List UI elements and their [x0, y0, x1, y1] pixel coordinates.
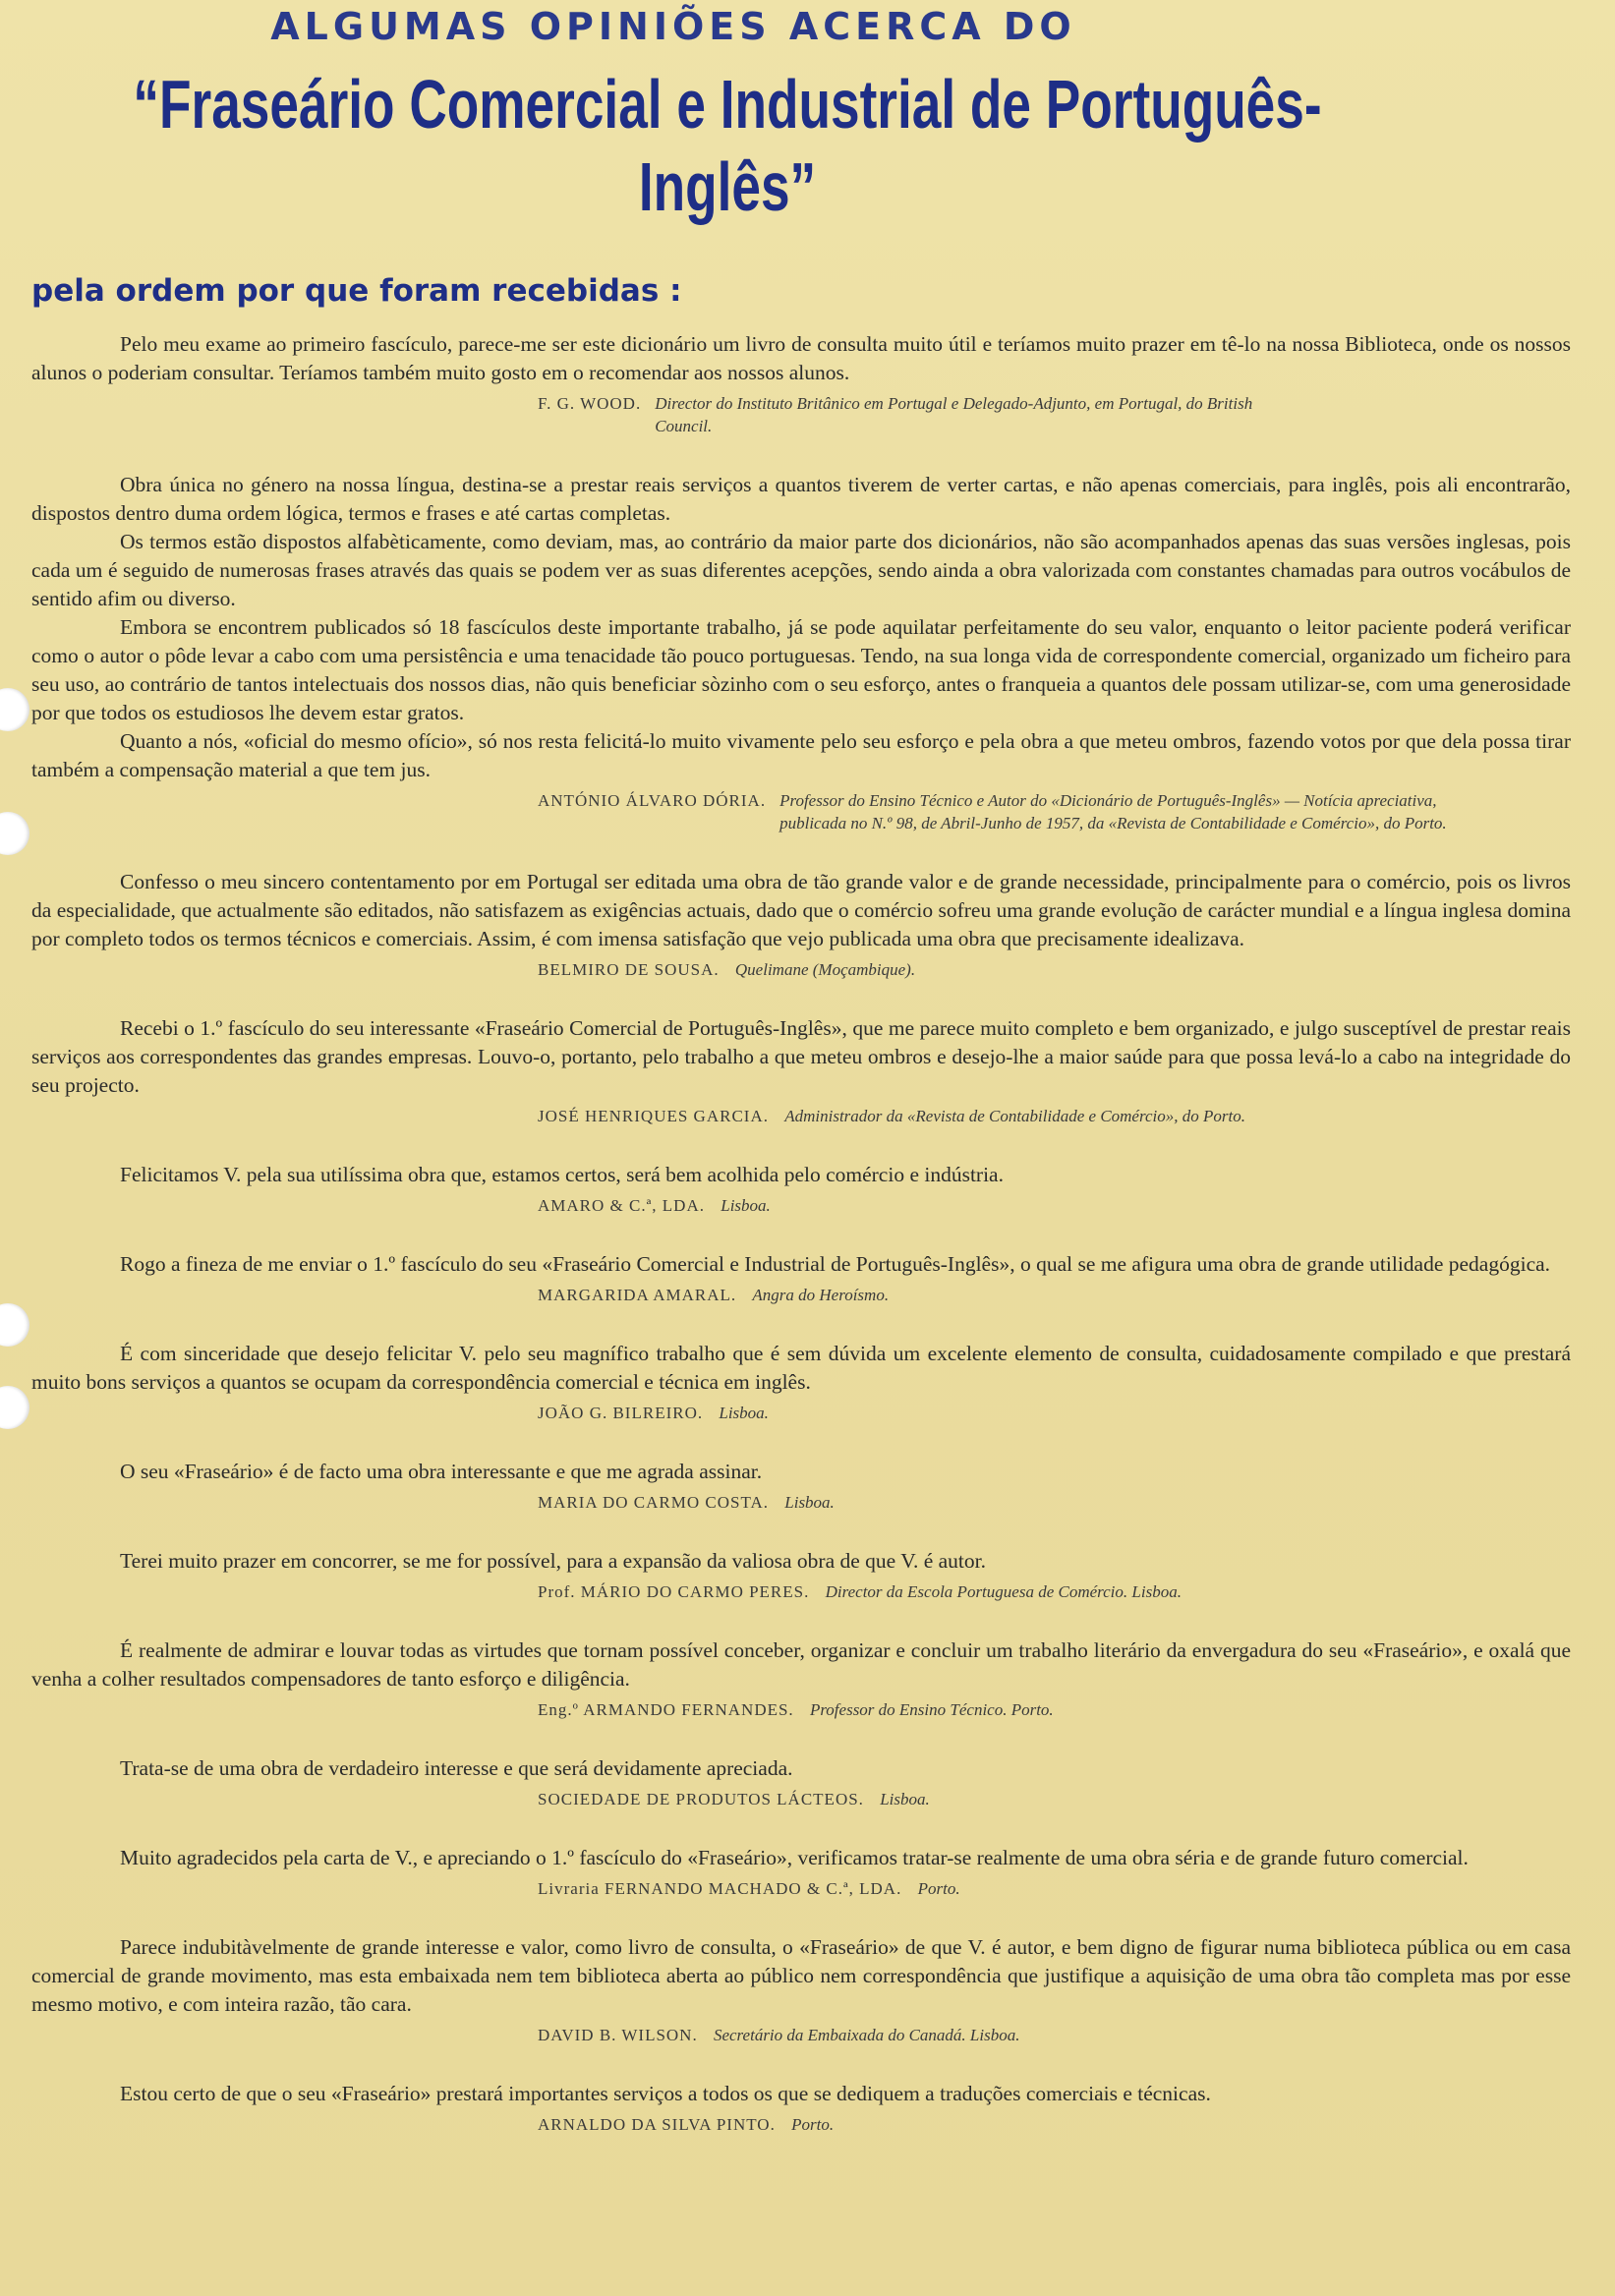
punch-hole [0, 1386, 29, 1429]
signature [31, 392, 1571, 437]
author-info: Porto. [917, 1879, 960, 1898]
opinion-text: Trata-se de uma obra de verdadeiro interesse e que será devidamente apreciada. [120, 1756, 793, 1780]
punch-hole [0, 1303, 29, 1347]
opinions-list [31, 330, 1571, 2136]
opinion-text: O seu «Fraseário» é de facto uma obra interessante e que me agrada assinar. [120, 1460, 763, 1483]
opinion [31, 1340, 1571, 1424]
opinion-text: Os termos estão dispostos alfabèticamente, como deviam, mas, ao contrário da maior parte dos dicionários, não são acompanhados apenas das suas versões inglesas, pois cada um é seguido de numerosas frases através das quais se podem ver as suas diferentes acepções, sendo ainda a obra valorizada com constantes chamadas para outros vocábulos de sentido afim ou diverso. [31, 530, 1571, 610]
author-info: Quelimane (Moçambique). [734, 960, 916, 979]
author-name: ARNALDO DA SILVA PINTO. [538, 2115, 776, 2134]
author-name: SOCIEDADE DE PRODUTOS LÁCTEOS. [538, 1790, 864, 1808]
author-info: Porto. [791, 2115, 835, 2134]
opinion [31, 1547, 1571, 1603]
author-name: MARIA DO CARMO COSTA. [538, 1493, 770, 1512]
opinion [31, 2080, 1571, 2136]
opinion [31, 868, 1571, 981]
author-name: Prof. MÁRIO DO CARMO PERES. [538, 1582, 810, 1601]
opinion [31, 330, 1571, 437]
author-info: Director da Escola Portuguesa de Comércio. Lisboa. [825, 1582, 1182, 1601]
opinion-text: Embora se encontrem publicados só 18 fascículos deste importante trabalho, já se pode aquilatar perfeitamente do seu valor, enquanto o leitor paciente poderá verificar como o autor o pôde levar a cabo com uma persistência e uma tenacidade tão pouco portuguesas. Tendo, na sua longa vida de correspondente comercial, organizado um ficheiro para seu uso, ao contrário de tantos intelectuais dos nossos dias, não quis beneficiar sòzinho com o seu esforço, antes o franqueia a quantos dele possam utilizar-se, com uma generosidade por que todos os estudiosos lhe devem estar gratos. [31, 615, 1571, 724]
author-name: AMARO & C.ª, LDA. [538, 1196, 705, 1215]
punch-hole [0, 812, 29, 855]
signature [31, 1491, 1571, 1514]
opinion [31, 1636, 1571, 1721]
opinion [31, 1754, 1571, 1810]
author-name: JOSÉ HENRIQUES GARCIA. [538, 1107, 769, 1125]
signature [31, 1402, 1571, 1424]
opinion [31, 1933, 1571, 2046]
opinion-text: Felicitamos V. pela sua utilíssima obra que, estamos certos, será bem acolhida pelo comércio e indústria. [120, 1163, 1004, 1186]
opinion-text: Recebi o 1.º fascículo do seu interessante «Fraseário Comercial de Português-Inglês», que me parece muito completo e bem organizado, e julgo susceptível de prestar reais serviços aos correspondentes das grandes empresas. Louvo-o, portanto, pelo trabalho a que meteu ombros e desejo-lhe a maior saúde para que possa levá-lo a cabo na integridade do seu projecto. [31, 1016, 1571, 1097]
signature [31, 1877, 1571, 1900]
opinion-text: Confesso o meu sincero contentamento por em Portugal ser editada uma obra de tão grande valor e de grande necessidade, principalmente para o comércio, pois os livros da especialidade, que actualmente são editados, não satisfazem as exigências actuais, dado que o comércio sofreu uma grande evolução de carácter mundial e a língua inglesa domina por completo todos os termos técnicos e comerciais. Assim, é com imensa satisfação que vejo publicada uma obra que precisamente idealizava. [31, 870, 1571, 950]
opinion [31, 1161, 1571, 1217]
opinion-text: Terei muito prazer em concorrer, se me for possível, para a expansão da valiosa obra de que V. é autor. [120, 1549, 986, 1573]
author-name: F. G. WOOD. [538, 394, 642, 413]
author-name: MARGARIDA AMARAL. [538, 1286, 737, 1304]
opinion [31, 1458, 1571, 1514]
author-info: Professor do Ensino Técnico. Porto. [809, 1700, 1054, 1719]
opinion-text: Parece indubitàvelmente de grande interesse e valor, como livro de consulta, o «Fraseário» de que V. é autor, e bem digno de figurar numa biblioteca pública ou em casa comercial de grande movimento, mas esta embaixada nem tem biblioteca aberta ao público nem correspondência que justifique a aquisição de uma obra tão completa mas por esse mesmo motivo, e com inteira razão, tão cara. [31, 1935, 1571, 2016]
author-info: Secretário da Embaixada do Canadá. Lisboa. [713, 2026, 1020, 2044]
opinion [31, 471, 1571, 834]
opinion-text: Pelo meu exame ao primeiro fascículo, parece-me ser este dicionário um livro de consulta muito útil e teríamos muito prazer em tê-lo na nossa Biblioteca, onde os nossos alunos o poderiam consultar. Teríamos também muito gosto em o recomendar aos nossos alunos. [31, 332, 1571, 384]
signature [31, 1194, 1571, 1217]
opinion-text: Obra única no género na nossa língua, destina-se a prestar reais serviços a quantos tiverem de verter cartas, e não apenas comerciais, para inglês, pois ali encontrarão, dispostos dentro duma ordem lógica, termos e frases e até cartas completas. [31, 473, 1571, 525]
author-info: Administrador da «Revista de Contabilidade e Comércio», do Porto. [784, 1107, 1245, 1125]
opinion-text: Estou certo de que o seu «Fraseário» prestará importantes serviços a todos os que se dediquem a traduções comerciais e técnicas. [120, 2082, 1211, 2105]
signature [31, 1580, 1571, 1603]
opinion-text: Rogo a fineza de me enviar o 1.º fascículo do seu «Fraseário Comercial e Industrial de Português-Inglês», o qual se me afigura uma obra de grande utilidade pedagógica. [120, 1252, 1551, 1276]
author-info: Lisboa. [721, 1196, 771, 1215]
signature [31, 2024, 1571, 2046]
author-name: Livraria FERNANDO MACHADO & C.ª, LDA. [538, 1879, 902, 1898]
author-name: JOÃO G. BILREIRO. [538, 1404, 704, 1422]
signature [31, 1698, 1571, 1721]
opinion-text: Muito agradecidos pela carta de V., e apreciando o 1.º fascículo do «Fraseário», verificamos tratar-se realmente de uma obra séria e de grande futuro comercial. [120, 1846, 1469, 1869]
opinion [31, 1014, 1571, 1127]
author-name: DAVID B. WILSON. [538, 2026, 698, 2044]
opinion [31, 1844, 1571, 1900]
opinion [31, 1250, 1571, 1306]
signature [31, 1105, 1571, 1127]
document-title: “Fraseário Comercial e Industrial de Português-Inglês” [133, 66, 1322, 225]
heading-line-1: ALGUMAS OPINIÕES ACERCA DO [270, 5, 1076, 48]
author-info: Lisboa. [784, 1493, 835, 1512]
author-info: Director do Instituto Britânico em Portugal e Delegado-Adjunto, em Portugal, do British Council. [655, 394, 1253, 435]
punch-hole [0, 688, 29, 731]
subtitle: pela ordem por que foram recebidas : [31, 273, 682, 309]
author-info: Lisboa. [880, 1790, 930, 1808]
signature [31, 958, 1571, 981]
signature [31, 789, 1571, 834]
author-name: BELMIRO DE SOUSA. [538, 960, 720, 979]
signature [31, 2113, 1571, 2136]
signature [31, 1284, 1571, 1306]
author-name: Eng.º ARMANDO FERNANDES. [538, 1700, 794, 1719]
author-info: Professor do Ensino Técnico e Autor do «Dicionário de Português-Inglês» — Notícia apreciativa, publicada no N.º 98, de Abril-Junho de 1957, da «Revista de Contabilidade e Comércio», do Porto. [779, 791, 1447, 832]
opinion-text: É realmente de admirar e louvar todas as virtudes que tornam possível conceber, organizar e concluir um trabalho literário da envergadura do seu «Fraseário», e oxalá que venha a colher resultados compensadores de tanto esforço e diligência. [31, 1638, 1571, 1691]
author-info: Lisboa. [719, 1404, 769, 1422]
opinion-text: É com sinceridade que desejo felicitar V. pelo seu magnífico trabalho que é sem dúvida um excelente elemento de consulta, cuidadosamente compilado e que prestará muito bons serviços a quantos se ocupam da correspondência comercial e técnica em inglês. [31, 1342, 1571, 1394]
author-name: ANTÓNIO ÁLVARO DÓRIA. [538, 791, 767, 810]
opinion-text: Quanto a nós, «oficial do mesmo ofício», só nos resta felicitá-lo muito vivamente pelo seu esforço e pela obra a que meteu ombros, fazendo votos por que dela possa tirar também a compensação material a que tem jus. [31, 729, 1571, 781]
signature [31, 1788, 1571, 1810]
author-info: Angra do Heroísmo. [752, 1286, 890, 1304]
